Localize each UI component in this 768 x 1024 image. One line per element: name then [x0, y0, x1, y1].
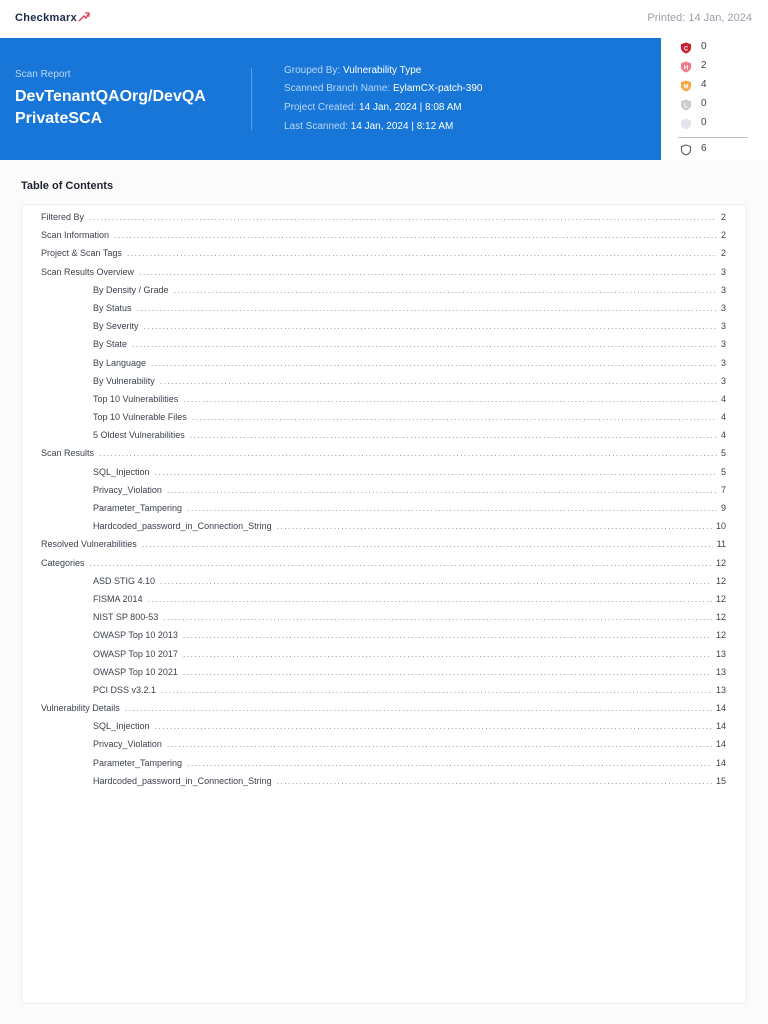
medium-letter: M [683, 84, 689, 91]
toc-leader-dots [114, 230, 717, 240]
critical-letter: C [683, 46, 689, 53]
toc-entry[interactable] [22, 339, 746, 357]
toc-entry-page: 3 [720, 321, 726, 332]
toc-entry[interactable] [22, 739, 746, 757]
toc-entry[interactable] [22, 721, 746, 739]
severity-high [680, 60, 760, 74]
toc-leader-dots [89, 212, 717, 222]
toc-entry-page: 12 [715, 593, 726, 604]
toc-entry-page: 12 [715, 630, 726, 641]
toc-entry-page: 3 [720, 339, 726, 350]
toc-entry-label: ASD STIG 4.10 [93, 575, 156, 586]
toc-entry-label: Filtered By [41, 212, 85, 222]
report-label: Scan Report [15, 69, 71, 80]
toc-entry-label: OWASP Top 10 2021 [93, 666, 178, 677]
toc-entry[interactable] [22, 303, 746, 321]
toc-entry[interactable] [22, 630, 746, 648]
low-shield-icon [680, 99, 692, 111]
created-value: 14 Jan, 2024 | 8:08 AM [359, 102, 462, 113]
toc-entry[interactable] [22, 776, 746, 794]
toc-entry[interactable] [22, 521, 746, 539]
toc-entry[interactable] [22, 503, 746, 521]
last-scanned [284, 121, 453, 132]
toc-entry-label: Parameter_Tampering [93, 503, 183, 513]
branch-value: EylamCX-patch-390 [392, 83, 483, 94]
severity-critical [680, 41, 760, 55]
toc-entry[interactable] [22, 285, 746, 303]
high-shield-icon [680, 61, 692, 73]
printed-value: 14 Jan, 2024 [688, 12, 752, 24]
logo-mark-icon [78, 12, 90, 22]
table-of-contents [21, 204, 747, 1004]
medium-shield-icon [680, 80, 692, 92]
toc-leader-dots [132, 339, 717, 349]
grouped-by-value: Vulnerability Type [342, 65, 422, 76]
toc-title: Table of Contents [21, 180, 114, 192]
toc-entry-label: SQL_Injection [93, 721, 150, 732]
toc-entry[interactable] [22, 267, 746, 285]
toc-leader-dots [187, 503, 717, 513]
toc-entry-label: FISMA 2014 [93, 593, 143, 604]
toc-entry[interactable] [22, 467, 746, 485]
severity-total [680, 143, 760, 157]
severity-info [680, 117, 760, 131]
toc-entry-page: 5 [720, 448, 726, 459]
toc-entry-label: Categories [41, 557, 85, 568]
toc-entry-page: 9 [720, 503, 726, 513]
scanned-label: Last Scanned: [284, 121, 348, 132]
toc-entry[interactable] [22, 376, 746, 394]
high-letter: H [683, 65, 689, 72]
toc-entry-page: 13 [715, 684, 726, 695]
toc-leader-dots [192, 412, 717, 422]
toc-entry-label: Privacy_Violation [93, 739, 162, 750]
toc-entry-page: 11 [716, 539, 726, 550]
toc-entry-label: By Severity [93, 321, 139, 332]
checkmarx-logo [15, 12, 90, 24]
toc-leader-dots [137, 303, 717, 313]
toc-entry-page: 15 [715, 775, 726, 786]
brand-name: Checkmarx [15, 12, 78, 24]
toc-leader-dots [148, 594, 712, 604]
toc-entry-page: 5 [720, 466, 726, 477]
toc-entry-label: Scan Results Overview [41, 266, 135, 277]
toc-entry[interactable] [22, 248, 746, 266]
toc-entry-page: 13 [715, 648, 726, 659]
toc-entry-label: 5 Oldest Vulnerabilities [93, 430, 185, 441]
toc-entry-label: By Status [93, 302, 132, 313]
severity-medium [680, 79, 760, 93]
high-count: 2 [701, 60, 707, 71]
toc-entry-label: Project & Scan Tags [41, 248, 122, 259]
toc-leader-dots [183, 394, 717, 404]
toc-entry[interactable] [22, 358, 746, 376]
medium-count: 4 [701, 79, 707, 90]
toc-entry-page: 3 [720, 375, 726, 386]
toc-entry-label: Vulnerability Details [41, 703, 120, 714]
toc-entry-label: Top 10 Vulnerabilities [93, 393, 179, 404]
toc-entry-page: 3 [720, 357, 726, 368]
project-created [284, 102, 462, 113]
toc-entry-page: 4 [720, 412, 726, 423]
toc-leader-dots [125, 703, 712, 713]
toc-leader-dots [167, 739, 712, 749]
toc-leader-dots [90, 558, 712, 568]
toc-entry-label: Scan Information [41, 230, 110, 241]
toc-entry[interactable] [22, 558, 746, 576]
toc-leader-dots [187, 758, 712, 768]
toc-leader-dots [163, 612, 712, 622]
severity-divider [678, 137, 748, 138]
toc-entry-label: By Vulnerability [93, 375, 155, 386]
toc-leader-dots [183, 649, 712, 659]
toc-entry[interactable] [22, 448, 746, 466]
toc-leader-dots [155, 721, 712, 731]
toc-entry-page: 14 [715, 739, 726, 750]
low-count: 0 [701, 98, 707, 109]
toc-entry-label: PCI DSS v3.2.1 [93, 684, 157, 695]
grouped-by [284, 65, 421, 76]
grouped-by-label: Grouped By: [284, 65, 341, 76]
critical-count: 0 [701, 41, 707, 52]
toc-entry[interactable] [22, 212, 746, 230]
toc-entry-label: Hardcoded_password_in_Connection_String [93, 775, 272, 786]
toc-entry-page: 2 [720, 230, 726, 241]
toc-entry[interactable] [22, 576, 746, 594]
severity-summary [661, 38, 768, 160]
scanned-value: 14 Jan, 2024 | 8:12 AM [350, 121, 454, 132]
toc-entry-page: 13 [715, 666, 726, 677]
toc-entry-label: By State [93, 339, 128, 350]
info-shield-icon [680, 118, 692, 130]
toc-entry-label: NIST SP 800-53 [93, 612, 159, 623]
toc-leader-dots [99, 448, 717, 458]
branch-label: Scanned Branch Name: [284, 83, 391, 94]
toc-entry[interactable] [22, 758, 746, 776]
toc-entry-page: 12 [715, 575, 726, 586]
toc-leader-dots [160, 376, 717, 386]
toc-entry-page: 2 [720, 212, 726, 222]
printed-label: Printed: [647, 12, 686, 24]
toc-leader-dots [277, 776, 712, 786]
toc-leader-dots [190, 430, 717, 440]
total-count: 6 [701, 143, 707, 154]
toc-leader-dots [183, 630, 712, 640]
toc-entry[interactable] [22, 594, 746, 612]
toc-entry-page: 14 [715, 703, 726, 714]
toc-entry[interactable] [22, 539, 746, 557]
printed-date [647, 12, 752, 24]
toc-entry-page: 4 [720, 430, 726, 441]
critical-shield-icon [680, 42, 692, 54]
toc-list [22, 212, 746, 794]
toc-leader-dots [144, 321, 717, 331]
created-label: Project Created: [284, 102, 357, 113]
toc-entry-page: 3 [720, 284, 726, 295]
toc-entry-page: 2 [720, 248, 726, 259]
toc-entry-page: 3 [720, 266, 726, 277]
toc-entry-label: Hardcoded_password_in_Connection_String [93, 521, 272, 532]
scan-report-banner [0, 38, 661, 160]
toc-entry-label: Scan Results [41, 448, 95, 459]
toc-leader-dots [174, 285, 717, 295]
toc-leader-dots [151, 358, 717, 368]
banner-divider [251, 68, 252, 130]
total-shield-outline-icon [680, 144, 692, 156]
toc-leader-dots [139, 267, 717, 277]
toc-leader-dots [127, 248, 717, 258]
toc-leader-dots [155, 467, 717, 477]
toc-entry[interactable] [22, 430, 746, 448]
toc-entry[interactable] [22, 394, 746, 412]
toc-entry-page: 12 [715, 557, 726, 568]
toc-entry-page: 3 [720, 302, 726, 313]
toc-entry[interactable] [22, 685, 746, 703]
toc-entry-label: By Density / Grade [93, 284, 169, 295]
toc-entry-page: 10 [715, 521, 726, 532]
severity-low [680, 98, 760, 112]
toc-leader-dots [142, 539, 713, 549]
toc-entry-page: 4 [720, 393, 726, 404]
toc-leader-dots [277, 521, 712, 531]
toc-entry-page: 14 [715, 721, 726, 732]
toc-entry[interactable] [22, 649, 746, 667]
toc-entry-page: 7 [720, 484, 726, 495]
scanned-branch [284, 83, 482, 94]
toc-leader-dots [160, 576, 712, 586]
low-letter: L [684, 103, 688, 110]
toc-entry-label: OWASP Top 10 2013 [93, 630, 178, 641]
toc-leader-dots [167, 485, 717, 495]
toc-entry-label: Resolved Vulnerabilities [41, 539, 137, 550]
toc-entry-page: 12 [715, 612, 726, 623]
toc-leader-dots [183, 667, 712, 677]
info-count: 0 [701, 117, 707, 128]
toc-entry[interactable] [22, 667, 746, 685]
toc-entry[interactable] [22, 703, 746, 721]
toc-entry[interactable] [22, 412, 746, 430]
toc-entry[interactable] [22, 485, 746, 503]
toc-entry[interactable] [22, 230, 746, 248]
top-bar [0, 0, 768, 38]
toc-entry-page: 14 [715, 757, 726, 768]
toc-entry-label: SQL_Injection [93, 466, 150, 477]
toc-entry-label: Parameter_Tampering [93, 757, 183, 768]
toc-entry-label: OWASP Top 10 2017 [93, 648, 178, 659]
toc-entry[interactable] [22, 321, 746, 339]
toc-entry[interactable] [22, 612, 746, 630]
project-name: DevTenantQAOrg/DevQA PrivateSCA [15, 88, 206, 127]
toc-entry-label: By Language [93, 357, 147, 368]
toc-entry-label: Top 10 Vulnerable Files [93, 412, 187, 423]
toc-entry-label: Privacy_Violation [93, 484, 162, 495]
toc-leader-dots [161, 685, 712, 695]
